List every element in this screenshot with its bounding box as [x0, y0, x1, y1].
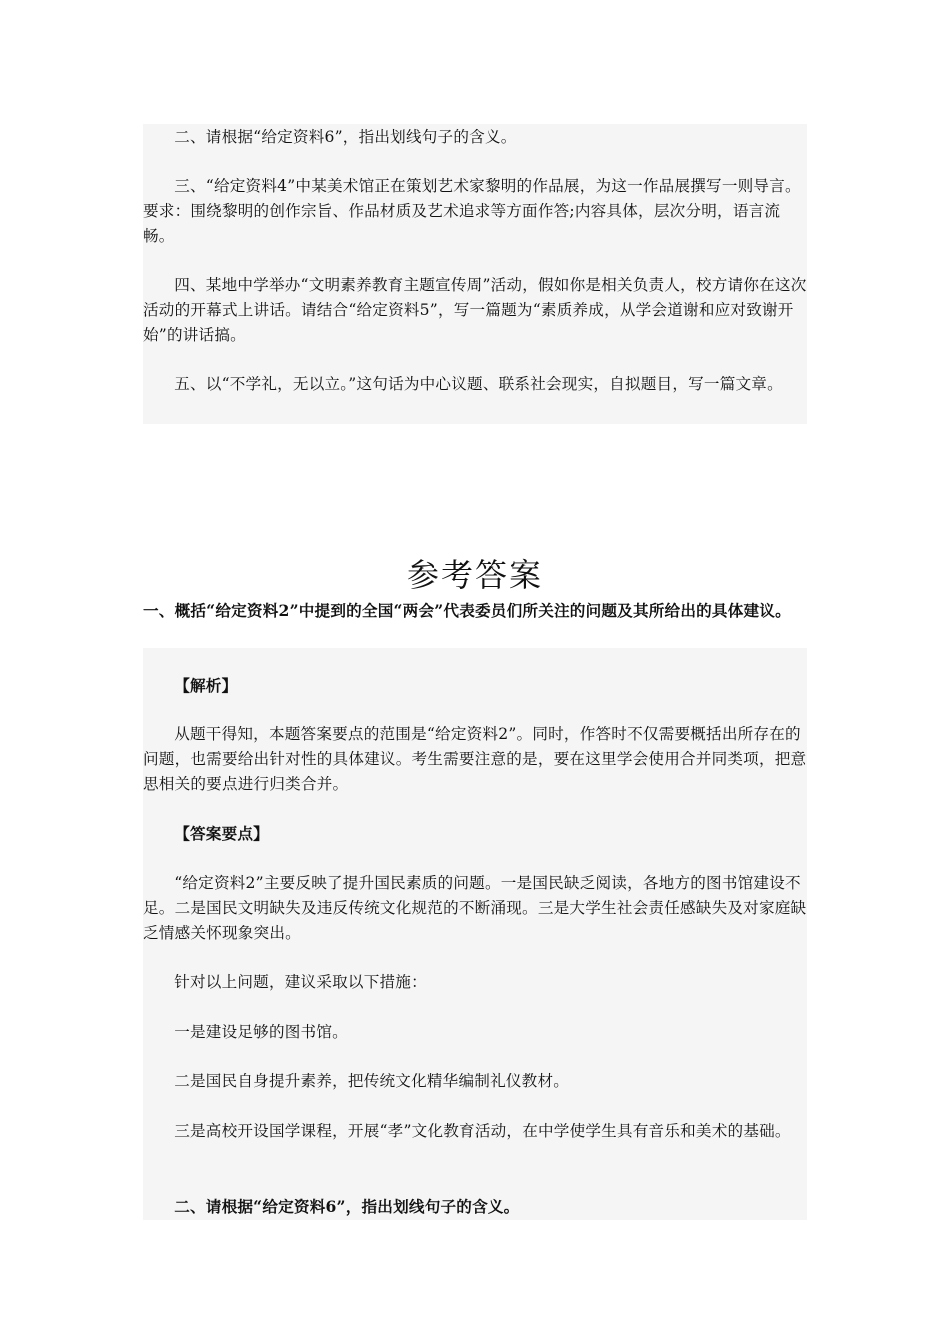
measure-item: 三是高校开设国学课程，开展“孝”文化教育活动，在中学使学生具有音乐和美术的基础。	[174, 1122, 791, 1140]
analysis-text: 从题干得知，本题答案要点的范围是“给定资料2”。同时，作答时不仅需要概括出所存在的问题，也需要给出针对性的具体建议。考生需要注意的是，要在这里学会使用合并同类项，把意思相关的要点进行归类合并。	[143, 725, 807, 793]
question-5: 五、以“不学礼，无以立。”这句话为中心议题、联系社会现实，自拟题目，写一篇文章。	[174, 375, 783, 393]
question-2: 二、请根据“给定资料6”，指出划线句子的含义。	[174, 128, 517, 146]
key-points-text: “给定资料2”主要反映了提升国民素质的问题。一是国民缺乏阅读，各地方的图书馆建设不足。二是国民文明缺失及违反传统文化规范的不断涌现。三是大学生社会责任感缺失及对家庭缺乏情感关怀现象突出。	[143, 874, 807, 942]
question-3: 三、“给定资料4”中某美术馆正在策划艺术家黎明的作品展，为这一作品展撰写一则导言。要求：围绕黎明的创作宗旨、作品材质及艺术追求等方面作答;内容具体，层次分明，语言流畅。	[143, 177, 801, 245]
measures-intro: 针对以上问题，建议采取以下措施：	[174, 973, 427, 991]
measure-item: 二是国民自身提升素养，把传统文化精华编制礼仪教材。	[174, 1072, 570, 1090]
answer-title: 参考答案	[406, 556, 543, 594]
analysis-label: 【解析】	[174, 676, 238, 695]
answer-q1-heading: 一、概括“给定资料2”中提到的全国“两会”代表委员们所关注的问题及其所给出的具体建议。	[143, 601, 791, 620]
measure-item: 一是建设足够的图书馆。	[174, 1023, 348, 1041]
answer-q2-heading: 二、请根据“给定资料6”，指出划线句子的含义。	[174, 1197, 520, 1216]
key-points-label: 【答案要点】	[174, 824, 269, 843]
question-4: 四、某地中学举办“文明素养教育主题宣传周”活动，假如你是相关负责人，校方请你在这次活动的开幕式上讲话。请结合“给定资料5”，写一篇题为“素质养成，从学会道谢和应对致谢开始”的讲话搞。	[143, 276, 807, 344]
